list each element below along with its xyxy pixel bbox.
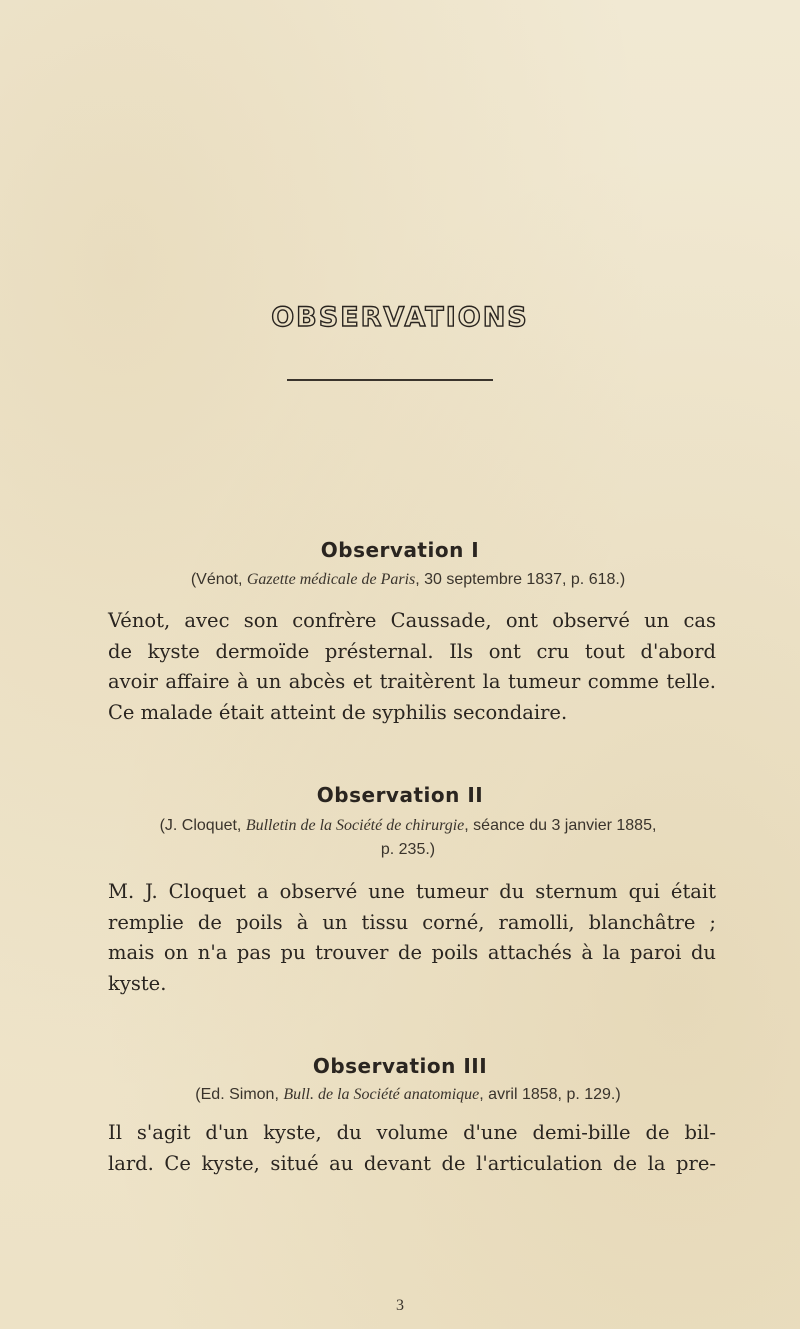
citation-text: p. 235.) [380, 841, 436, 858]
observation-3-text [108, 1118, 716, 1179]
observation-1-citation [108, 568, 708, 592]
page-title: OBSERVATIONS [271, 302, 529, 333]
title-rule [287, 379, 493, 381]
citation-text: (Vénot, [190, 571, 247, 588]
page-number: 3 [396, 1297, 404, 1314]
observation-2-heading: Observation II [316, 783, 484, 807]
citation-journal: Bull. de la Société anatomique [283, 1086, 480, 1103]
citation-text: , avril 1858, p. 129.) [479, 1086, 621, 1103]
text-line: remplie de poils à un tissu corné, ramolli, blanchâtre ; [108, 910, 716, 934]
text-line: de kyste dermoïde présternal. Ils ont cru tout d'abord [108, 639, 716, 663]
text-line: avoir affaire à un abcès et traitèrent la tumeur comme telle. [108, 670, 716, 693]
text-line: kyste. [108, 971, 167, 995]
citation-text: (Ed. Simon, [195, 1086, 284, 1103]
text-line: mais on n'a pas pu trouver de poils attachés à la paroi du [108, 941, 716, 964]
observation-2-text [108, 877, 716, 999]
text-line: Il s'agit d'un kyste, du volume d'une demi-bille de bil- [108, 1121, 716, 1144]
text-line: Vénot, avec son confrère Caussade, ont observé un cas [108, 609, 716, 632]
citation-journal: Gazette médicale de Paris [246, 571, 416, 588]
observation-2-citation [108, 814, 708, 862]
observation-1-text [108, 606, 716, 728]
text-line: Ce malade était atteint de syphilis secondaire. [108, 700, 568, 724]
citation-text: (J. Cloquet, [159, 817, 246, 834]
observation-1-heading: Observation I [320, 538, 480, 562]
observation-3-heading: Observation III [312, 1054, 488, 1078]
citation-text: , séance du 3 janvier 1885, [464, 817, 657, 834]
citation-text: , 30 septembre 1837, p. 618.) [415, 571, 626, 588]
text-line: M. J. Cloquet a observé une tumeur du sternum qui était [108, 880, 716, 903]
observation-3-citation [108, 1083, 708, 1107]
text-line: lard. Ce kyste, situé au devant de l'articulation de la pre- [108, 1151, 716, 1175]
citation-journal: Bulletin de la Société de chirurgie [245, 817, 465, 834]
